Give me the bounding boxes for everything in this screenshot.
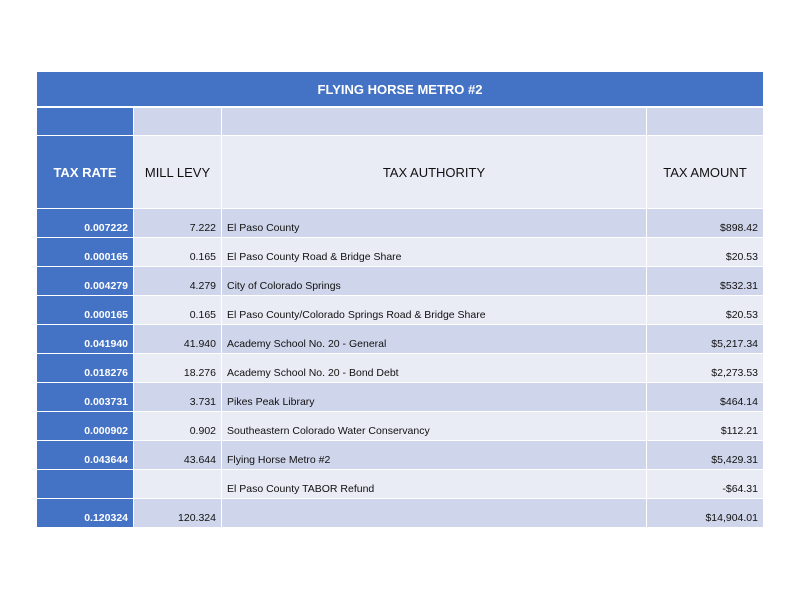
cell-authority: El Paso County <box>222 209 647 237</box>
cell-total-amount: $14,904.01 <box>647 499 763 527</box>
cell-authority: Academy School No. 20 - Bond Debt <box>222 354 647 382</box>
table-row <box>37 354 763 383</box>
total-row <box>37 499 763 528</box>
header-tax-amount: TAX AMOUNT <box>647 136 763 208</box>
cell-mill-levy: 3.731 <box>134 383 222 411</box>
cell-authority: City of Colorado Springs <box>222 267 647 295</box>
table-row <box>37 325 763 354</box>
cell-authority: Southeastern Colorado Water Conservancy <box>222 412 647 440</box>
cell-authority: El Paso County Road & Bridge Share <box>222 238 647 266</box>
cell-amount: -$64.31 <box>647 470 763 498</box>
cell-mill-levy: 0.165 <box>134 296 222 324</box>
cell-mill-levy: 4.279 <box>134 267 222 295</box>
cell-amount: $532.31 <box>647 267 763 295</box>
cell-mill-levy: 43.644 <box>134 441 222 469</box>
table-row <box>37 441 763 470</box>
cell-blank <box>222 108 647 135</box>
cell-authority: El Paso County TABOR Refund <box>222 470 647 498</box>
table-title: FLYING HORSE METRO #2 <box>37 72 763 108</box>
cell-amount: $2,273.53 <box>647 354 763 382</box>
cell-amount: $5,429.31 <box>647 441 763 469</box>
cell-tax-rate <box>37 470 134 498</box>
cell-total-mill-levy: 120.324 <box>134 499 222 527</box>
table-row <box>37 238 763 267</box>
cell-authority: Academy School No. 20 - General <box>222 325 647 353</box>
cell-amount: $112.21 <box>647 412 763 440</box>
cell-blank <box>647 108 763 135</box>
cell-amount: $898.42 <box>647 209 763 237</box>
table-row <box>37 267 763 296</box>
cell-tax-rate: 0.007222 <box>37 209 134 237</box>
header-tax-authority: TAX AUTHORITY <box>222 136 647 208</box>
cell-tax-rate: 0.004279 <box>37 267 134 295</box>
cell-blank <box>37 108 134 135</box>
cell-blank <box>134 108 222 135</box>
tax-table <box>37 72 763 528</box>
cell-mill-levy: 41.940 <box>134 325 222 353</box>
cell-mill-levy: 0.165 <box>134 238 222 266</box>
table-row <box>37 470 763 499</box>
header-tax-rate: TAX RATE <box>37 136 134 208</box>
cell-authority <box>222 499 647 527</box>
cell-mill-levy: 18.276 <box>134 354 222 382</box>
cell-tax-rate: 0.041940 <box>37 325 134 353</box>
cell-tax-rate: 0.018276 <box>37 354 134 382</box>
cell-tax-rate: 0.000165 <box>37 296 134 324</box>
cell-mill-levy <box>134 470 222 498</box>
header-row <box>37 136 763 209</box>
table-row <box>37 296 763 325</box>
table-row <box>37 209 763 238</box>
cell-total-tax-rate: 0.120324 <box>37 499 134 527</box>
cell-tax-rate: 0.043644 <box>37 441 134 469</box>
cell-authority: El Paso County/Colorado Springs Road & Bridge Share <box>222 296 647 324</box>
header-mill-levy: MILL LEVY <box>134 136 222 208</box>
cell-amount: $20.53 <box>647 238 763 266</box>
cell-mill-levy: 0.902 <box>134 412 222 440</box>
blank-row <box>37 108 763 136</box>
cell-tax-rate: 0.000165 <box>37 238 134 266</box>
cell-tax-rate: 0.003731 <box>37 383 134 411</box>
cell-mill-levy: 7.222 <box>134 209 222 237</box>
cell-amount: $5,217.34 <box>647 325 763 353</box>
table-row <box>37 383 763 412</box>
cell-tax-rate: 0.000902 <box>37 412 134 440</box>
cell-authority: Pikes Peak Library <box>222 383 647 411</box>
table-row <box>37 412 763 441</box>
cell-amount: $464.14 <box>647 383 763 411</box>
cell-authority: Flying Horse Metro #2 <box>222 441 647 469</box>
cell-amount: $20.53 <box>647 296 763 324</box>
